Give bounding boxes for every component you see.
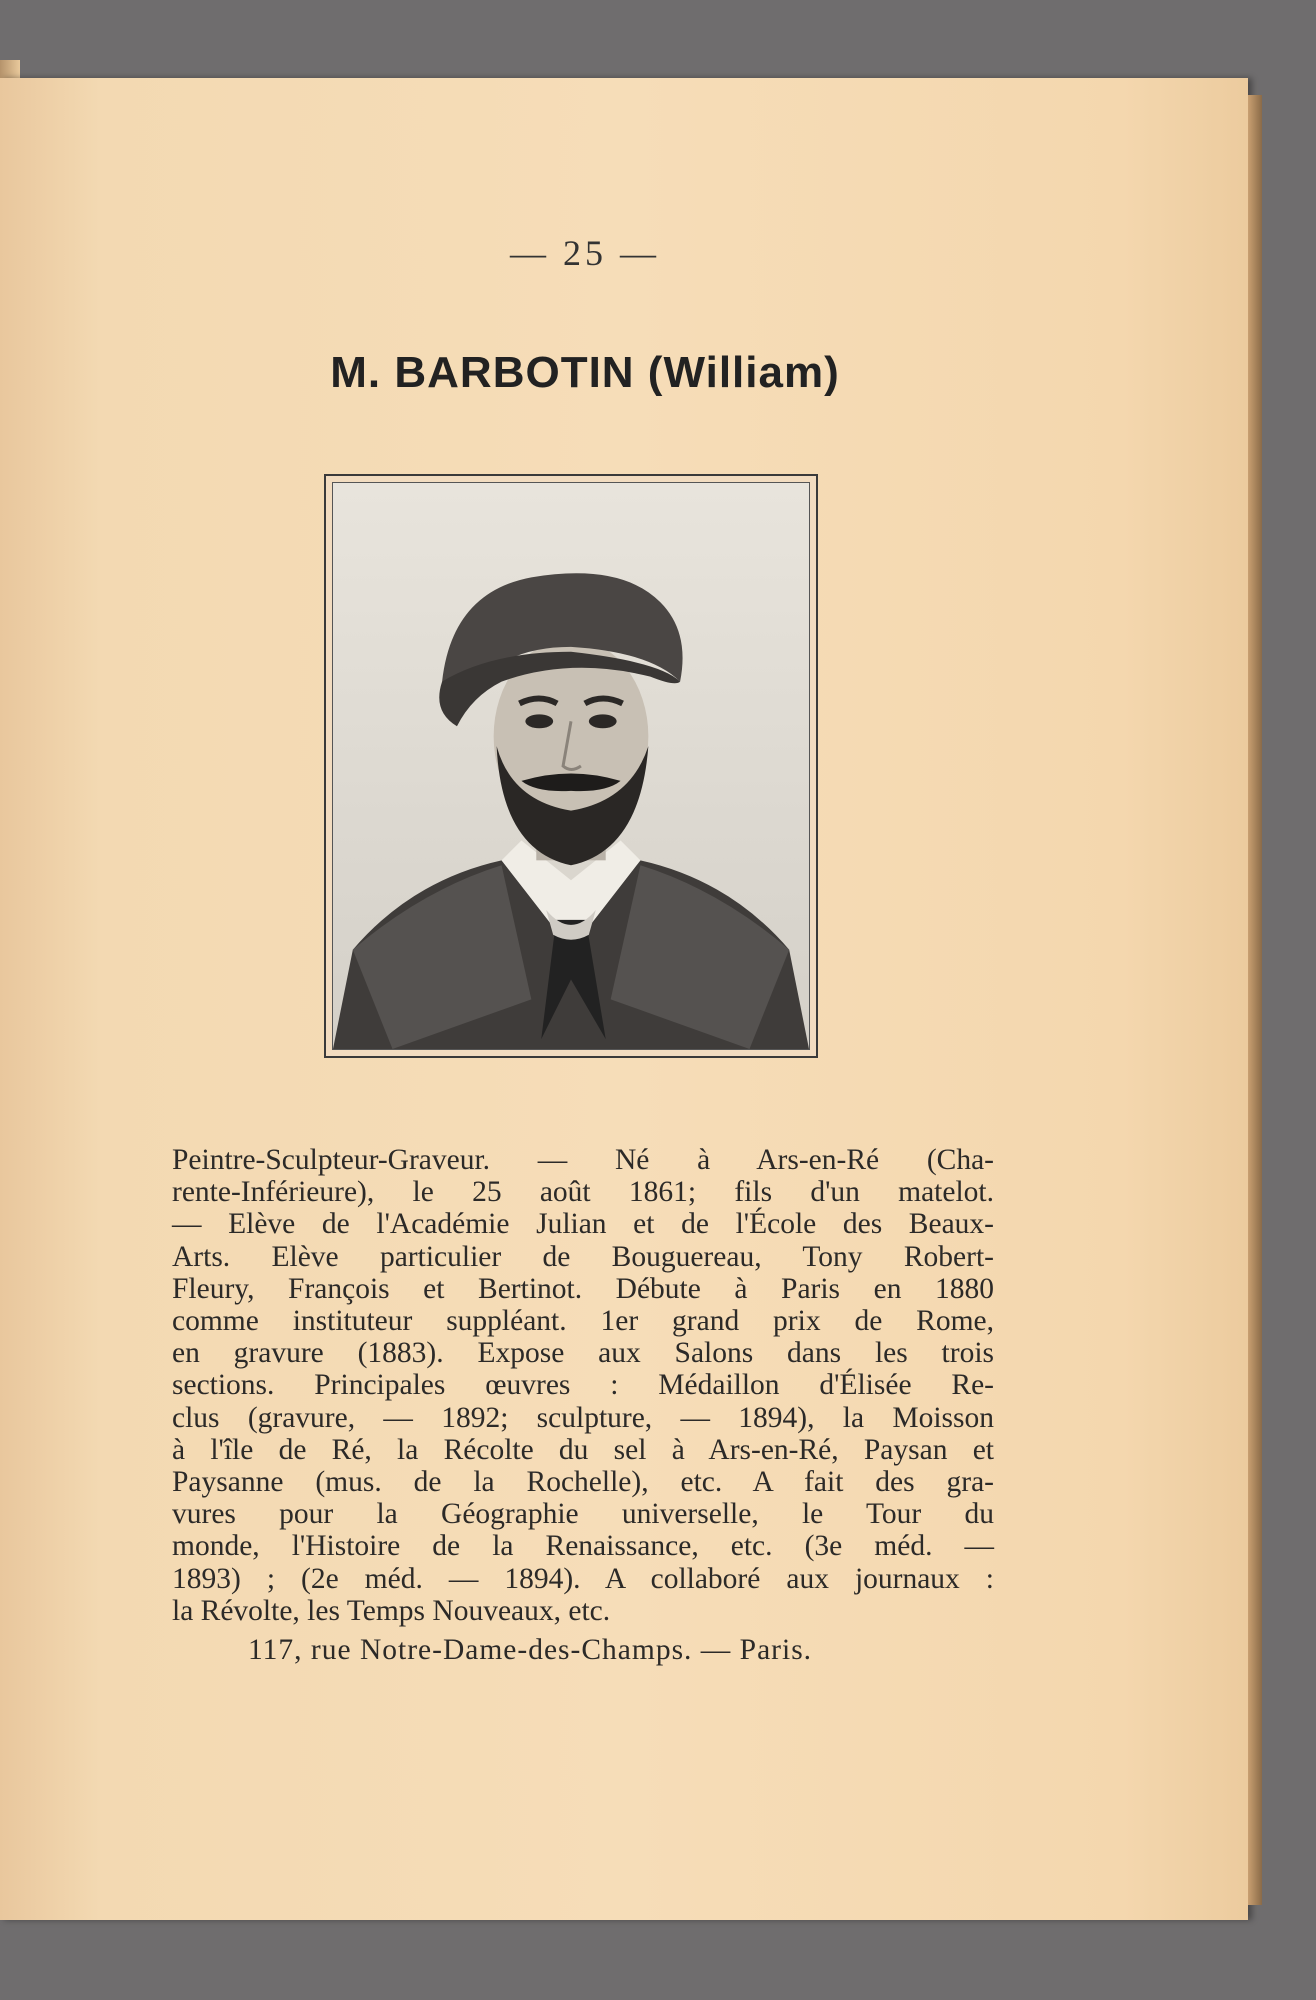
bio-line: la Révolte, les Temps Nouveaux, etc. — [172, 1594, 611, 1627]
bio-line: comme instituteur suppléant. 1er grand prix de Rome, — [172, 1305, 994, 1338]
bio-line: sections. Principales œuvres : Médaillon d'Élisée Re- — [172, 1369, 994, 1402]
portrait-frame — [324, 474, 818, 1058]
bio-line: 1893) ; (2e méd. — 1894). A collaboré aux journaux : — [172, 1562, 994, 1595]
portrait-photo — [332, 482, 810, 1050]
bio-line: Fleury, François et Bertinot. Débute à Paris en 1880 — [172, 1272, 994, 1305]
bio-line: en gravure (1883). Expose aux Salons dans les trois — [172, 1337, 994, 1370]
biography-text — [172, 1144, 994, 1627]
page-edge — [1248, 95, 1262, 1905]
bio-line: monde, l'Histoire de la Renaissance, etc. (3e méd. — — [172, 1530, 994, 1563]
bio-line: Paysanne (mus. de la Rochelle), etc. A fait des gra- — [172, 1466, 994, 1499]
page-title: M. BARBOTIN (William) — [330, 348, 840, 397]
bio-line: — Elève de l'Académie Julian et de l'École des Beaux- — [172, 1208, 994, 1241]
page-number: — 25 — — [510, 233, 660, 273]
portrait-illustration — [333, 483, 809, 1049]
bio-line: rente-Inférieure), le 25 août 1861; fils d'un matelot. — [172, 1176, 994, 1209]
bio-line: à l'île de Ré, la Récolte du sel à Ars-en-Ré, Paysan et — [172, 1433, 994, 1466]
bio-line: clus (gravure, — 1892; sculpture, — 1894), la Moisson — [172, 1401, 994, 1434]
bio-line: vures pour la Géographie universelle, le Tour du — [172, 1498, 994, 1531]
bio-line: Arts. Elève particulier de Bouguereau, Tony Robert- — [172, 1240, 994, 1273]
address-line: 117, rue Notre-Dame-des-Champs. — Paris. — [248, 1634, 813, 1666]
bio-line: Peintre-Sculpteur-Graveur. — Né à Ars-en-Ré (Cha- — [172, 1144, 994, 1176]
